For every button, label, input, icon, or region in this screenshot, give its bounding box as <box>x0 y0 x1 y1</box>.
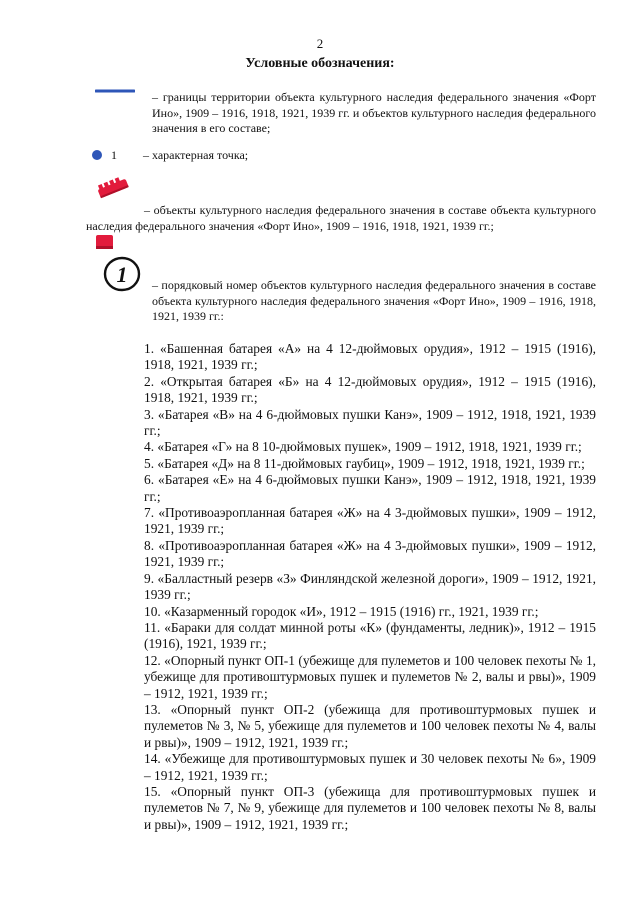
list-item: 11. «Бараки для солдат минной роты «К» (фундаменты, ледник)», 1912 – 1915 (1916), 1921, 1939 гг.; <box>144 619 596 652</box>
list-item: 15. «Опорный пункт ОП-3 (убежища для противоштурмовых пушек и пулеметов № 7, № 9, убежище для пулеметов и 100 человек пехоты № 8, валы и рвы)», 1909 – 1912, 1921, 1939 гг.; <box>144 783 596 832</box>
page-number: 2 <box>316 36 324 51</box>
list-item: 3. «Батарея «В» на 4 6-дюймовых пушки Канэ», 1909 – 1912, 1918, 1921, 1939 гг.; <box>144 406 596 439</box>
legend-heritage-text: – объекты культурного наследия федерального значения в составе объекта культурного наследия федерального значения «Форт Ино», 1909 – 1916, 1918, 1921, 1939 гг.; <box>86 203 596 233</box>
list-item: 8. «Противоаэропланная батарея «Ж» на 4 3-дюймовых пушки», 1909 – 1912, 1921, 1939 гг.; <box>144 537 596 570</box>
heritage-objects-list <box>144 341 596 833</box>
list-item: 10. «Казарменный городок «И», 1912 – 1915 (1916) гг., 1921, 1939 гг.; <box>144 603 539 619</box>
list-item: 14. «Убежище для противоштурмовых пушек и 30 человек пехоты № 6», 1909 – 1912, 1921, 1939 гг.; <box>144 751 596 783</box>
list-item: 12. «Опорный пункт ОП-1 (убежище для пулеметов и 100 человек пехоты № 1, убежище для противоштурмовых пушек и пулеметов № 2, валы и рвы)», 1909 – 1912, 1921, 1939 гг.; <box>144 652 596 701</box>
sequence-number-icon <box>103 256 141 292</box>
list-item: 6. «Батарея «Е» на 4 6-дюймовых пушки Канэ», 1909 – 1912, 1918, 1921, 1939 гг.; <box>144 472 596 504</box>
list-item: 13. «Опорный пункт ОП-2 (убежища для противоштурмовых пушек и пулеметов № 3, № 5, убежище для пулеметов и 100 человек пехоты № 4, валы и рвы)», 1909 – 1912, 1921, 1939 гг.; <box>144 701 596 750</box>
heritage-object-area-icon <box>94 233 116 251</box>
characteristic-point-icon <box>91 149 103 161</box>
list-item: 4. «Батарея «Г» на 8 10-дюймовых пушек», 1909 – 1912, 1918, 1921, 1939 гг.; <box>144 439 582 455</box>
legend-title: Условные обозначения: <box>245 56 395 71</box>
legend-boundary-text: – границы территории объекта культурного наследия федерального значения «Форт Ино», 1909 – 1916, 1918, 1921, 1939 гг. и объектов культурного наследия федерального значения в его составе; <box>152 90 596 135</box>
list-item: 2. «Открытая батарея «Б» на 4 12-дюймовых орудия», 1912 – 1915 (1916), 1918, 1921, 1939 гг.; <box>144 373 596 406</box>
characteristic-point-label: 1 <box>111 148 117 162</box>
legend-sequence-text: – порядковый номер объектов культурного наследия федерального значения в составе объекта культурного наследия федерального значения «Форт Ино», 1909 – 1916, 1918, 1921, 1939 гг.: <box>152 278 596 323</box>
list-item: 1. «Башенная батарея «А» на 4 12-дюймовых орудия», 1912 – 1915 (1916), 1918, 1921, 1939 гг.; <box>144 341 596 373</box>
boundary-line-icon <box>95 87 135 95</box>
list-item: 7. «Противоаэропланная батарея «Ж» на 4 3-дюймовых пушки», 1909 – 1912, 1921, 1939 гг.; <box>144 505 596 537</box>
legend-point-text: – характерная точка; <box>143 148 249 162</box>
list-item: 5. «Батарея «Д» на 8 11-дюймовых гаубиц», 1909 – 1912, 1918, 1921, 1939 гг.; <box>144 455 585 471</box>
heritage-object-icon <box>95 176 131 200</box>
sequence-number-circle-label: 1 <box>116 262 128 287</box>
list-item: 9. «Балластный резерв «З» Финляндской железной дороги», 1909 – 1912, 1921, 1939 гг.; <box>144 570 596 603</box>
